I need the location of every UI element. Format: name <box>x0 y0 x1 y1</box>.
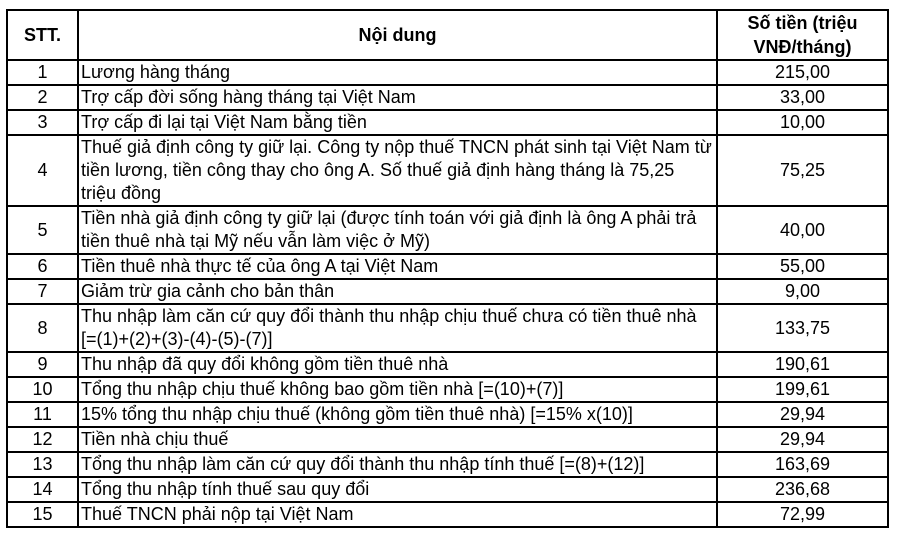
row-stt: 14 <box>7 477 78 502</box>
row-stt: 9 <box>7 352 78 377</box>
table-row <box>7 402 888 427</box>
row-content: Giảm trừ gia cảnh cho bản thân <box>78 279 717 304</box>
row-amount: 199,61 <box>717 377 888 402</box>
tax-calculation-table <box>6 9 889 528</box>
row-amount: 9,00 <box>717 279 888 304</box>
row-amount: 72,99 <box>717 502 888 527</box>
row-content: Tiền thuê nhà thực tế của ông A tại Việt Nam <box>78 254 717 279</box>
row-content: Tổng thu nhập chịu thuế không bao gồm tiền nhà [=(10)+(7)] <box>78 377 717 402</box>
row-content: Tổng thu nhập tính thuế sau quy đổi <box>78 477 717 502</box>
row-content: Trợ cấp đi lại tại Việt Nam bằng tiền <box>78 110 717 135</box>
row-content: Trợ cấp đời sống hàng tháng tại Việt Nam <box>78 85 717 110</box>
table-row <box>7 477 888 502</box>
row-amount: 40,00 <box>717 206 888 254</box>
row-stt: 5 <box>7 206 78 254</box>
table-row <box>7 135 888 206</box>
row-amount: 10,00 <box>717 110 888 135</box>
row-amount: 236,68 <box>717 477 888 502</box>
header-stt: STT. <box>7 10 78 60</box>
table-row <box>7 304 888 352</box>
header-row <box>7 10 888 60</box>
row-stt: 3 <box>7 110 78 135</box>
table-row <box>7 110 888 135</box>
row-stt: 15 <box>7 502 78 527</box>
row-content: Thuế giả định công ty giữ lại. Công ty nộp thuế TNCN phát sinh tại Việt Nam từ tiền lương, tiền công thay cho ông A. Số thuế giả định hàng tháng là 75,25 triệu đồng <box>78 135 717 206</box>
header-content: Nội dung <box>78 10 717 60</box>
row-stt: 11 <box>7 402 78 427</box>
row-stt: 2 <box>7 85 78 110</box>
table-row <box>7 279 888 304</box>
table-row <box>7 352 888 377</box>
table-row <box>7 206 888 254</box>
row-content: Lương hàng tháng <box>78 60 717 85</box>
row-amount: 190,61 <box>717 352 888 377</box>
row-content: Tiền nhà giả định công ty giữ lại (được tính toán với giả định là ông A phải trả tiền thuê nhà tại Mỹ nếu vẫn làm việc ở Mỹ) <box>78 206 717 254</box>
row-stt: 4 <box>7 135 78 206</box>
row-stt: 12 <box>7 427 78 452</box>
header-amount: Số tiền (triệu VNĐ/tháng) <box>717 10 888 60</box>
table-row <box>7 254 888 279</box>
row-amount: 75,25 <box>717 135 888 206</box>
row-content: Thu nhập đã quy đổi không gồm tiền thuê nhà <box>78 352 717 377</box>
row-amount: 215,00 <box>717 60 888 85</box>
row-amount: 29,94 <box>717 427 888 452</box>
row-amount: 133,75 <box>717 304 888 352</box>
row-stt: 6 <box>7 254 78 279</box>
table-row <box>7 85 888 110</box>
row-content: Tiền nhà chịu thuế <box>78 427 717 452</box>
row-amount: 55,00 <box>717 254 888 279</box>
row-content: 15% tổng thu nhập chịu thuế (không gồm tiền thuê nhà) [=15% x(10)] <box>78 402 717 427</box>
table-row <box>7 502 888 527</box>
table-row <box>7 452 888 477</box>
table-row <box>7 377 888 402</box>
row-amount: 33,00 <box>717 85 888 110</box>
row-content: Tổng thu nhập làm căn cứ quy đổi thành thu nhập tính thuế [=(8)+(12)] <box>78 452 717 477</box>
row-stt: 10 <box>7 377 78 402</box>
row-content: Thu nhập làm căn cứ quy đổi thành thu nhập chịu thuế chưa có tiền thuê nhà [=(1)+(2)+(3)-(4)-(5)-(7)] <box>78 304 717 352</box>
row-content: Thuế TNCN phải nộp tại Việt Nam <box>78 502 717 527</box>
row-stt: 1 <box>7 60 78 85</box>
table-row <box>7 60 888 85</box>
table-row <box>7 427 888 452</box>
row-stt: 8 <box>7 304 78 352</box>
row-stt: 7 <box>7 279 78 304</box>
row-amount: 29,94 <box>717 402 888 427</box>
row-amount: 163,69 <box>717 452 888 477</box>
row-stt: 13 <box>7 452 78 477</box>
